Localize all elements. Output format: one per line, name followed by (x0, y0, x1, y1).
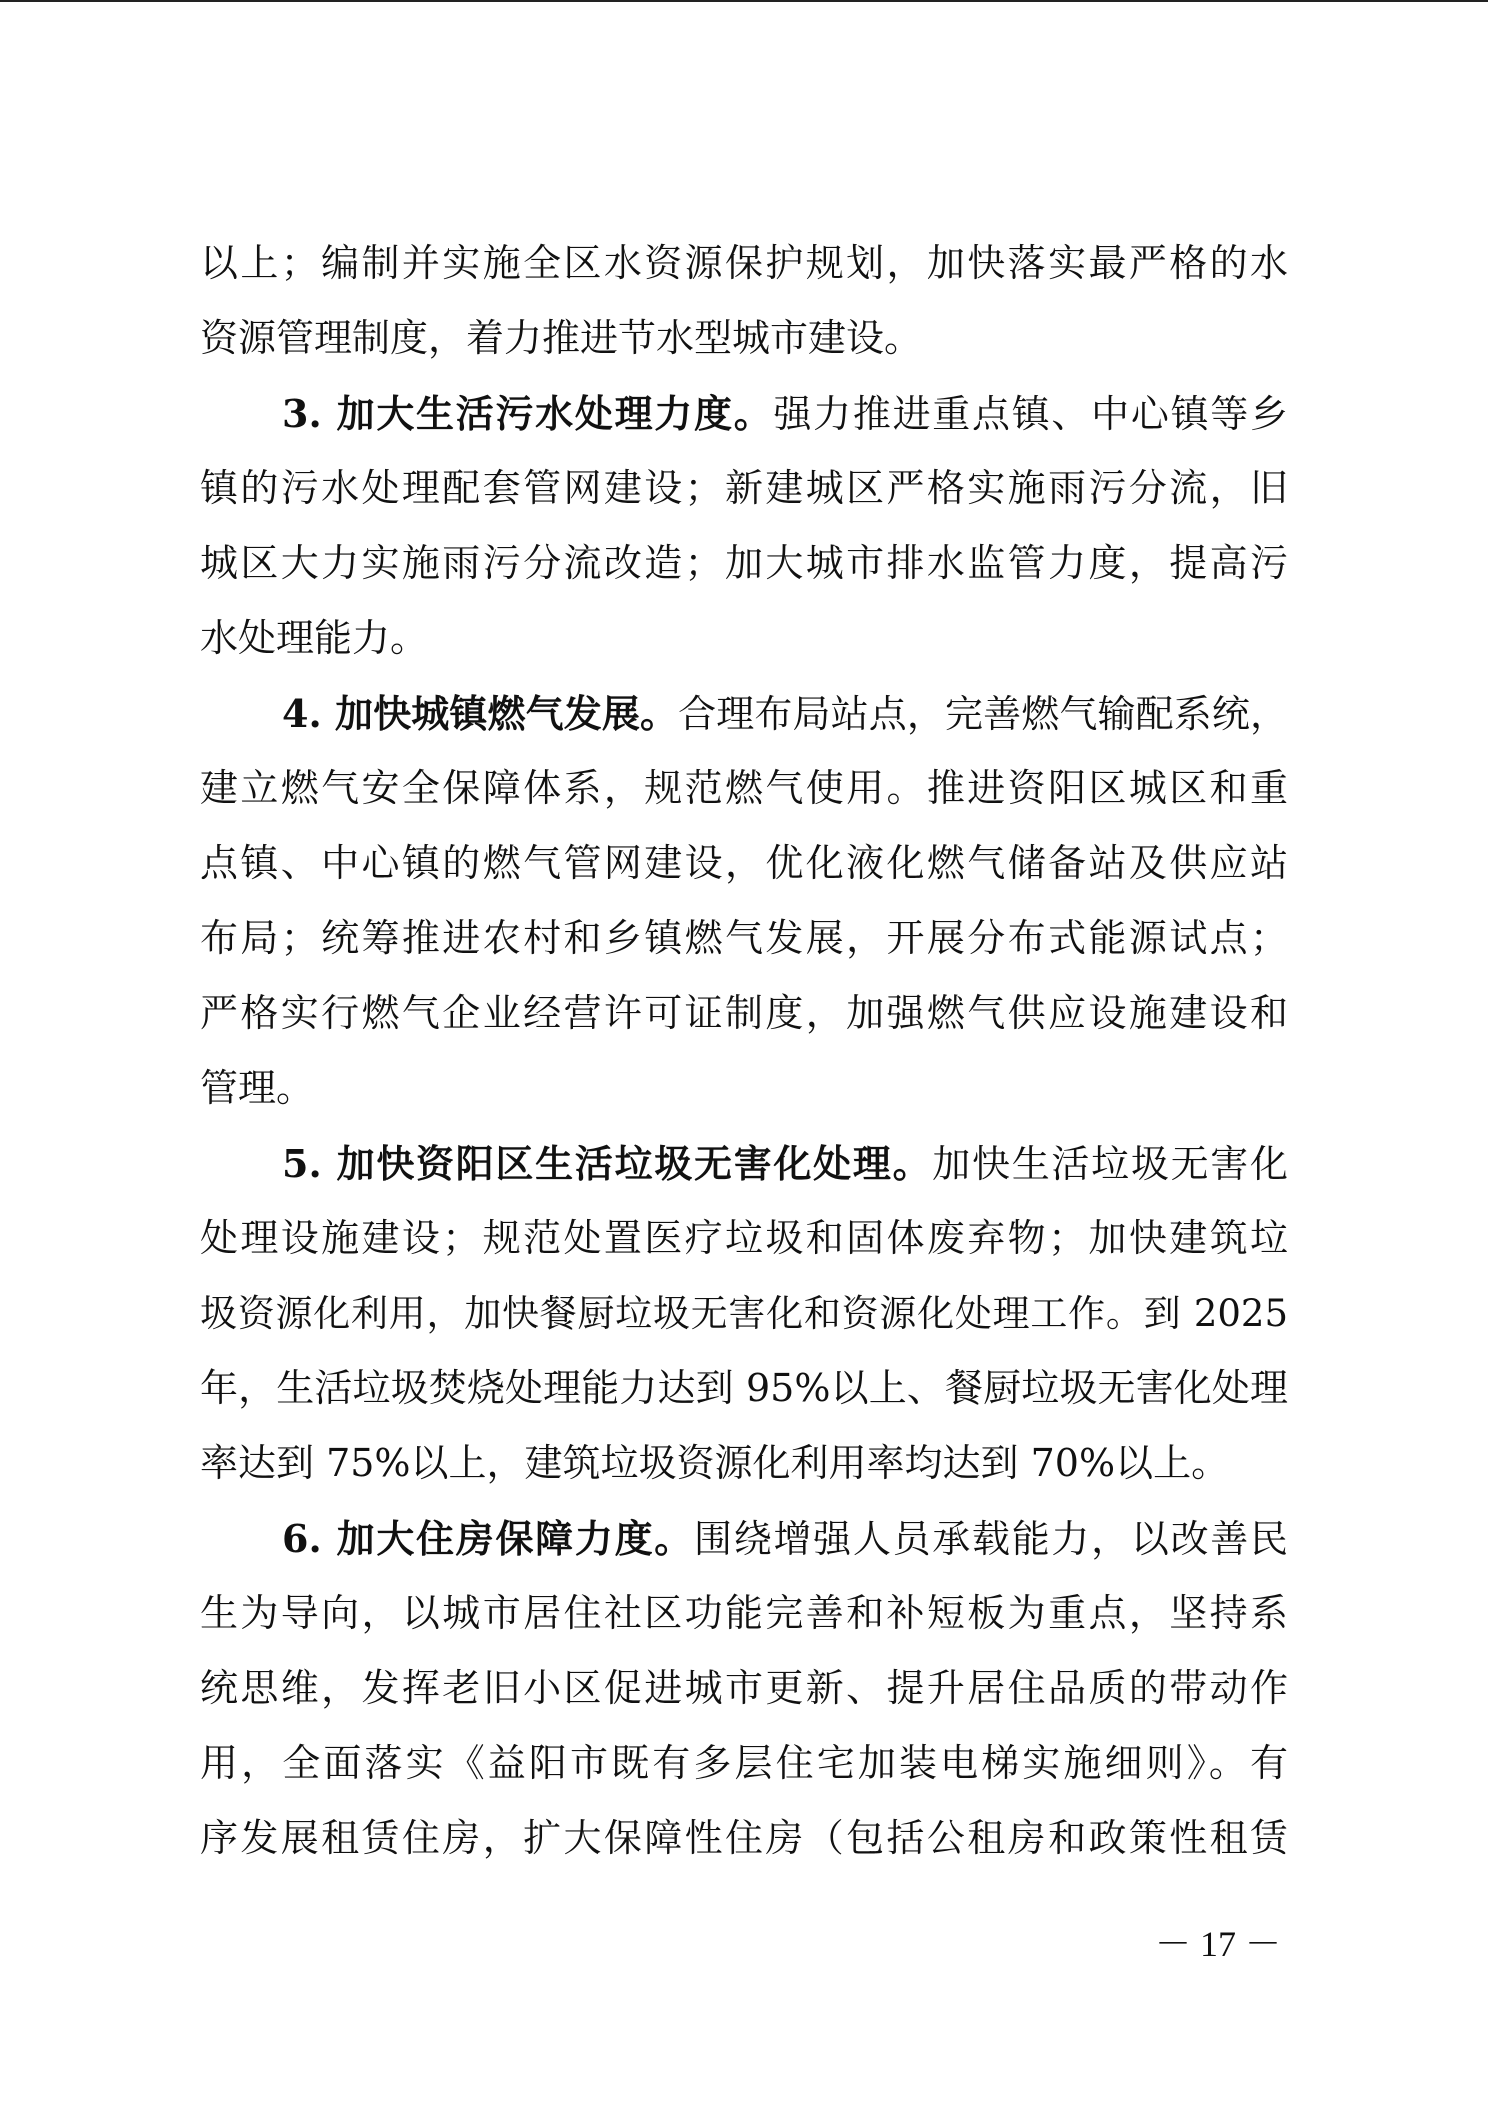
document-body (200, 226, 1288, 1876)
text-line: 严格实行燃气企业经营许可证制度，加强燃气供应设施建设和 (200, 991, 1288, 1035)
text-line: 统思维，发挥老旧小区促进城市更新、提升居住品质的带动作 (200, 1666, 1288, 1710)
text-line (200, 676, 1288, 751)
text-line: 序发展租赁住房，扩大保障性住房（包括公租房和政策性租赁 (200, 1816, 1288, 1860)
paragraph-housing (200, 1501, 1288, 1876)
paragraph-water-resources (200, 226, 1288, 376)
text-line: 建立燃气安全保障体系，规范燃气使用。推进资阳区城区和重 (200, 766, 1288, 810)
page-top-border (0, 0, 1488, 2)
text-line: 水处理能力。 (200, 616, 429, 660)
text-run: 合理布局站点，完善燃气输配系统， (678, 692, 1288, 736)
paragraph-garbage (200, 1126, 1288, 1501)
text-line: 用，全面落实《益阳市既有多层住宅加装电梯实施细则》。有 (200, 1741, 1288, 1785)
text-line: 镇的污水处理配套管网建设；新建城区严格实施雨污分流，旧 (200, 466, 1288, 510)
text-line: 布局；统筹推进农村和乡镇燃气发展，开展分布式能源试点； (200, 916, 1288, 960)
page-number: － 17 － (1155, 1924, 1282, 1964)
text-line: 处理设施建设；规范处置医疗垃圾和固体废弃物；加快建筑垃 (200, 1216, 1288, 1260)
text-run: 加快生活垃圾无害化 (932, 1142, 1288, 1186)
text-line: 城区大力实施雨污分流改造；加大城市排水监管力度，提高污 (200, 541, 1288, 585)
text-line: 以上；编制并实施全区水资源保护规划，加快落实最严格的水 (200, 241, 1288, 285)
section-heading: 5. 加快资阳区生活垃圾无害化处理。 (282, 1141, 933, 1186)
text-run: 围绕增强人员承载能力，以改善民 (694, 1517, 1288, 1561)
text-line: 年，生活垃圾焚烧处理能力达到 95%以上、餐厨垃圾无害化处理 (200, 1366, 1288, 1410)
text-line: 资源管理制度，着力推进节水型城市建设。 (200, 316, 923, 360)
paragraph-gas (200, 676, 1288, 1126)
text-line: 点镇、中心镇的燃气管网建设，优化液化燃气储备站及供应站 (200, 841, 1288, 885)
text-line: 生为导向，以城市居住社区功能完善和补短板为重点，坚持系 (200, 1591, 1288, 1635)
text-line: 圾资源化利用，加快餐厨垃圾无害化和资源化处理工作。到 2025 (200, 1292, 1288, 1335)
text-line (200, 1501, 1288, 1576)
text-run: 强力推进重点镇、中心镇等乡 (773, 392, 1288, 436)
text-line: 管理。 (200, 1066, 315, 1110)
text-line (200, 376, 1288, 451)
section-heading: 3. 加大生活污水处理力度。 (282, 391, 774, 436)
text-line: 率达到 75%以上，建筑垃圾资源化利用率均达到 70%以上。 (200, 1441, 1230, 1485)
section-heading: 4. 加快城镇燃气发展。 (282, 691, 679, 736)
paragraph-sewage (200, 376, 1288, 676)
section-heading: 6. 加大住房保障力度。 (282, 1516, 695, 1561)
text-line (200, 1126, 1288, 1201)
